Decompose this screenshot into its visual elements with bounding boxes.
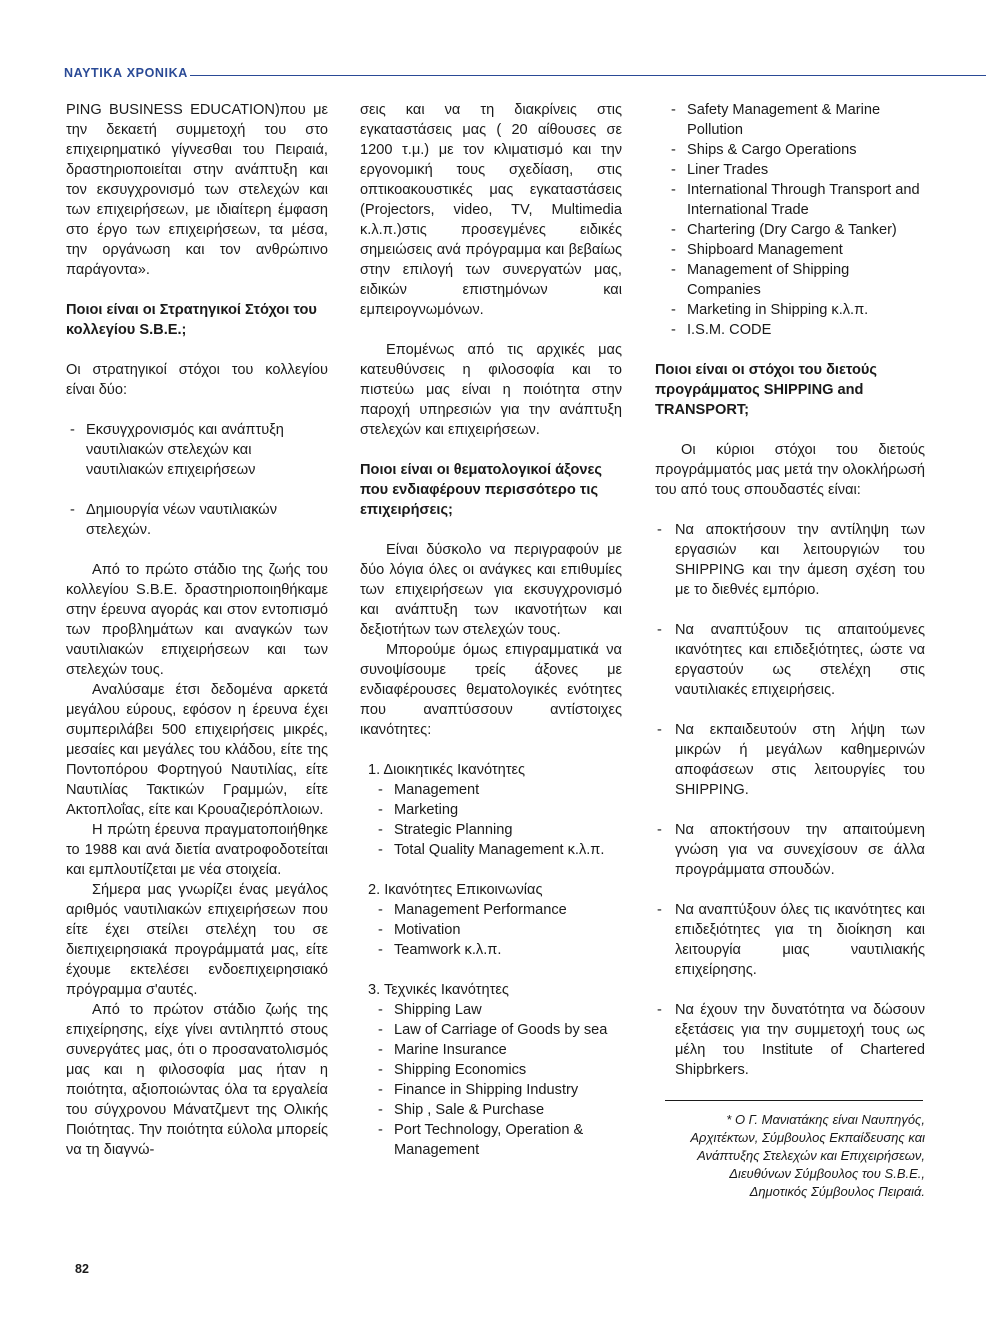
list-item: - Δημιουργία νέων ναυτιλιακών στελεχών.	[68, 500, 328, 540]
list-item: - Shipboard Management	[669, 240, 925, 260]
theme-section-label: 1. Διοικητικές Ικανότητες	[368, 762, 526, 778]
list-item: - Marine Insurance	[376, 1040, 622, 1060]
running-header	[64, 66, 986, 86]
list-item: - Να αποκτήσουν την αντίληψη των εργασιών και λειτουργιών του SHIPPING και την άμεση σχέση του με το διεθνές εμπόριο.	[655, 520, 925, 600]
list-item: - Total Quality Management κ.λ.π.	[376, 840, 622, 860]
technical-skills-list-continued	[669, 100, 925, 340]
body-paragraph: Μπορούμε όμως επιγραμματικά να συνοψίσουμε τρείς άξονες με ενδιαφέρουσες θεματολογικές ενότητες που αναπτύσσουν αντίστοιχες ικανότητες:	[360, 642, 622, 738]
theme-section	[360, 980, 622, 1160]
header-rule	[182, 75, 986, 76]
column-3	[655, 100, 925, 1201]
list-item: - Management Performance	[376, 900, 622, 920]
footnote-rule	[665, 1100, 923, 1101]
list-item: - Management	[376, 780, 622, 800]
list-item: - Law of Carriage of Goods by sea	[376, 1020, 622, 1040]
list-item: - Motivation	[376, 920, 622, 940]
list-item: - Port Technology, Operation & Management	[376, 1120, 622, 1160]
body-paragraph: Η πρώτη έρευνα πραγματοποιήθηκε το 1988 και ανά διετία ανατροφοδοτείται και εμπλουτίζεται με νέα στοιχεία.	[66, 822, 328, 878]
list-item: - Management of Shipping Companies	[669, 260, 925, 300]
themes-list	[360, 760, 622, 1160]
strategic-goals-list	[66, 420, 328, 480]
strategic-goals-list-2	[66, 500, 328, 540]
list-item: - Να εκπαιδευτούν στη λήψη των μικρών ή μεγάλων καθημερινών αποφάσεων στις λειτουργίες του SHIPPING.	[655, 720, 925, 800]
footnote-line: Δημοτικός Σύμβουλος Πειραιά.	[749, 1184, 925, 1199]
list-item: - Chartering (Dry Cargo & Tanker)	[669, 220, 925, 240]
list-item: - Να αποκτήσουν την απαιτούμενη γνώση για να συνεχίσουν σε άλλα προγράμματα σπουδών.	[655, 820, 925, 880]
list-item: - Ship , Sale & Purchase	[376, 1100, 622, 1120]
author-footnote	[655, 1111, 925, 1201]
footnote-line: Ανάπτυξης Στελεχών και Επιχειρήσεων,	[697, 1148, 925, 1163]
section-heading-program-goals: Ποιοι είναι οι στόχοι του διετούς προγράμματος SHIPPING and TRANSPORT;	[655, 362, 878, 418]
list-item: - Να αναπτύξουν τις απαιτούμενες ικανότητες και επιδεξιότητες, ώστε να εργαστούν ως στελέχη στις ναυτιλιακές επιχειρήσεις.	[655, 620, 925, 700]
list-item: - Liner Trades	[669, 160, 925, 180]
list-item: - Να έχουν την δυνατότητα να δώσουν εξετάσεις για την συμμετοχή τους ως μέλη του Institute of Chartered Shipbrkers.	[655, 1000, 925, 1080]
body-paragraph: Σήμερα μας γνωρίζει ένας μεγάλος αριθμός ναυτιλιακών επιχειρήσεων που είτε έχει στείλει στελέχη του σε διεπιχειρησιακά προγράμματά μας, είτε έχουμε εκτελέσει ενδοεπιχειρησιακό πρόγραμμα σ'αυτές.	[66, 882, 328, 998]
column-1	[66, 100, 328, 1160]
list-item: - Strategic Planning	[376, 820, 622, 840]
theme-items	[376, 1000, 622, 1160]
list-item: - Marketing in Shipping κ.λ.π.	[669, 300, 925, 320]
list-item: - I.S.M. CODE	[669, 320, 925, 340]
page-number: 82	[75, 1262, 89, 1276]
list-item: - Εκσυγχρονισμός και ανάπτυξη ναυτιλιακών στελεχών και ναυτιλιακών επιχειρήσεων	[68, 420, 328, 480]
theme-section	[360, 880, 622, 960]
goals-intro: Οι στρατηγικοί στόχοι του κολλεγίου είναι δύο:	[66, 362, 328, 398]
intro-paragraph: PING BUSINESS EDUCATION)που με την δεκαετή συμμετοχή του στο επιχειρηματικό γίγνεσθαι του Πειραιά, δραστηριοποιείται στην ανάπτυξη και τον εκσυγχρονισμό των στελεχών και των επιχειρήσεων, με ιδιαίτερη έμφαση στο έργο των επιχειρήσεων, τα μέσα, την οργάνωση και τον ανθρώπινο παράγοντα».	[66, 102, 328, 278]
body-paragraph: Από το πρώτον στάδιο ζωής της επιχείρησης, είχε γίνει αντιληπτό στους συνεργάτες μας, ότι ο προσανατολισμός μας και η φιλοσοφία μας ήταν η ποιότητα, αξιοποιώντας όλα τα εργαλεία του σύγχρονου Μάνατζμεντ της Ολικής Ποιότητας. Την ποιότητα εύλολα μπορείς να τη διαγνώ-	[66, 1002, 328, 1158]
list-item: - Finance in Shipping Industry	[376, 1080, 622, 1100]
body-paragraph: Είναι δύσκολο να περιγραφούν με δύο λόγια όλες οι ανάγκες και επιθυμίες των επιχειρήσεων για εκσυγχρονισμό και ανάπτυξη των ικανοτήτων και δεξιοτήτων των στελεχών τους.	[360, 542, 622, 638]
list-item: - Ships & Cargo Operations	[669, 140, 925, 160]
theme-section-label: 3. Τεχνικές Ικανότητες	[368, 982, 509, 998]
list-item: - Safety Management & Marine Pollution	[669, 100, 925, 140]
body-paragraph: Αναλύσαμε έτσι δεδομένα αρκετά μεγάλου εύρους, εφόσον η έρευνα έχει συμπεριλάβει 500 επιχειρήσεις μικρές, μεσαίες και μεγάλες του κλάδου, είτε της Ποντοπόρου Φορτηγού Ναυτιλίας, είτε Ναυτιλίας Τακτικών Γραμμών, είτε Ακτοπλοΐας, είτε και Κρουαζιερόπλοιων.	[66, 682, 328, 818]
theme-section-label: 2. Ικανότητες Επικοινωνίας	[368, 882, 543, 898]
footnote-line: Διευθύνων Σύμβουλος του S.B.E.,	[729, 1166, 925, 1181]
list-item: - International Through Transport and International Trade	[669, 180, 925, 220]
program-goals-list	[655, 520, 925, 1080]
list-item: - Marketing	[376, 800, 622, 820]
body-paragraph: Επομένως από τις αρχικές μας κατευθύνσεις η φιλοσοφία και το πιστεύω μας είναι η ποιότητα στην παροχή υπηρεσιών για την ανάπτυξη στελεχών και επιχειρήσεων.	[360, 342, 622, 438]
footnote-line: * Ο Γ. Μανιατάκης είναι Ναυπηγός,	[726, 1112, 925, 1127]
footnote-line: Αρχιτέκτων, Σύμβουλος Εκπαίδευσης και	[690, 1130, 925, 1145]
theme-items	[376, 780, 622, 860]
section-heading-themes: Ποιοι είναι οι θεματολογικοί άξονες που ενδιαφέρουν περισσότερο τις επιχειρήσεις;	[360, 462, 603, 518]
column-2	[360, 100, 622, 1160]
list-item: - Shipping Economics	[376, 1060, 622, 1080]
theme-items	[376, 900, 622, 960]
body-paragraph: σεις και να τη διακρίνεις στις εγκαταστάσεις μας ( 20 αίθουσες σε 1200 τ.μ.) με τον κλιματισμό και την εργονομική τους σχεδίαση, στις οπτικοακουστικές μας εγκαταστάσεις (Projectors, video, TV, Multimedia κ.λ.π.)στις προσεγμένες ειδικές σημειώσεις ανά πρόγραμμα και βεβαίως στην επιλογή των συνεργατών μας, ειδικών επιστημόνων και εμπειρογνωμόνων.	[360, 102, 622, 318]
list-item: - Shipping Law	[376, 1000, 622, 1020]
theme-section	[360, 760, 622, 860]
section-heading-strategic-goals: Ποιοι είναι οι Στρατηγικοί Στόχοι του κολλεγίου S.B.E.;	[66, 302, 317, 338]
body-paragraph: Οι κύριοι στόχοι του διετούς προγράμματός μας μετά την ολοκλήρωσή του από τους σπουδαστές είναι:	[655, 442, 925, 498]
list-item: - Teamwork κ.λ.π.	[376, 940, 622, 960]
list-item: - Να αναπτύξουν όλες τις ικανότητες και επιδεξιότητες για τη διοίκηση και λειτουργία μιας ναυτιλιακής επιχείρησης.	[655, 900, 925, 980]
magazine-title: ΝΑΥΤΙΚΑ ΧΡΟΝΙΚΑ	[64, 66, 188, 80]
body-paragraph: Από το πρώτο στάδιο της ζωής του κολλεγίου S.B.E. δραστηριοποιηθήκαμε στην έρευνα αγοράς και στον εντοπισμό των προβλημάτων και αναγκών των ναυτιλιακών επιχειρήσεων και των στελεχών τους.	[66, 562, 328, 678]
